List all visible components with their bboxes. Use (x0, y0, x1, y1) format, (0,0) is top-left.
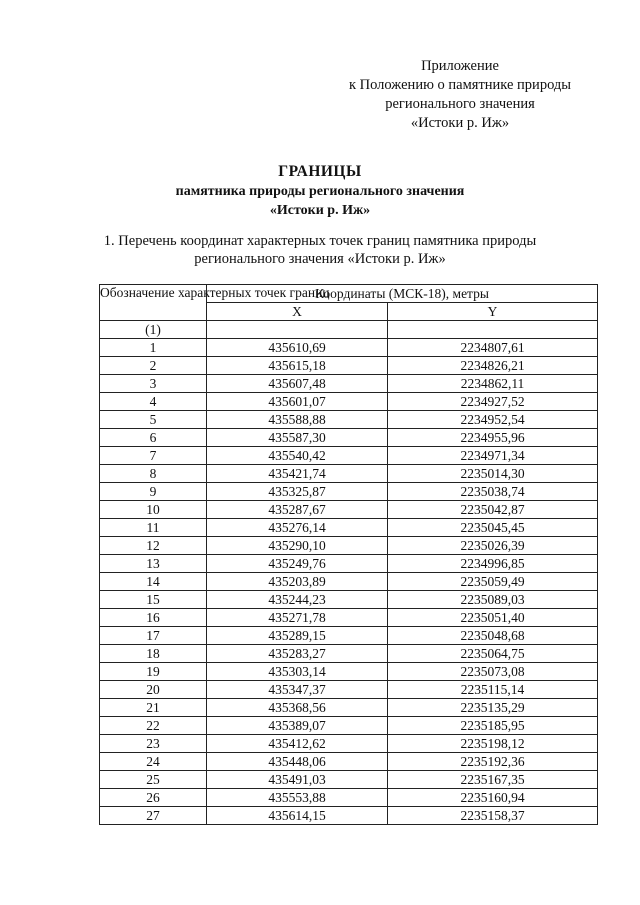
x-coordinate-cell: 435491,03 (207, 771, 388, 789)
header-y: Y (388, 303, 598, 321)
y-coordinate-cell: 2235198,12 (388, 735, 598, 753)
x-coordinate-cell: 435271,78 (207, 609, 388, 627)
y-coordinate-cell: 2235073,08 (388, 663, 598, 681)
table-row (100, 375, 598, 393)
point-number-cell: 12 (100, 537, 207, 555)
point-number-cell: 16 (100, 609, 207, 627)
x-coordinate-cell: 435588,88 (207, 411, 388, 429)
point-number-cell: 2 (100, 357, 207, 375)
x-coordinate-cell: 435283,27 (207, 645, 388, 663)
y-coordinate-cell: 2235115,14 (388, 681, 598, 699)
x-coordinate-cell: 435249,76 (207, 555, 388, 573)
header-point-label: Обозначение характерных точек границ (100, 285, 207, 321)
column-index: (1) (100, 321, 207, 339)
point-number-cell: 27 (100, 807, 207, 825)
y-coordinate-cell: 2234862,11 (388, 375, 598, 393)
point-number-cell: 3 (100, 375, 207, 393)
y-coordinate-cell: 2234807,61 (388, 339, 598, 357)
table-row (100, 645, 598, 663)
x-coordinate-cell: 435587,30 (207, 429, 388, 447)
point-number-cell: 18 (100, 645, 207, 663)
point-number-cell: 1 (100, 339, 207, 357)
point-number-cell: 19 (100, 663, 207, 681)
appendix-line: «Истоки р. Иж» (410, 115, 510, 131)
y-coordinate-cell: 2235051,40 (388, 609, 598, 627)
point-number-cell: 15 (100, 591, 207, 609)
point-number-cell: 21 (100, 699, 207, 717)
y-coordinate-cell: 2235158,37 (388, 807, 598, 825)
x-coordinate-cell: 435614,15 (207, 807, 388, 825)
column-index-empty (388, 321, 598, 339)
table-row (100, 411, 598, 429)
table-row (100, 735, 598, 753)
x-coordinate-cell: 435412,62 (207, 735, 388, 753)
point-number-cell: 20 (100, 681, 207, 699)
point-number-cell: 24 (100, 753, 207, 771)
x-coordinate-cell: 435615,18 (207, 357, 388, 375)
table-row (100, 609, 598, 627)
table-row (100, 357, 598, 375)
table-row (100, 519, 598, 537)
header-x: X (207, 303, 388, 321)
point-number-cell: 8 (100, 465, 207, 483)
table-row (100, 627, 598, 645)
y-coordinate-cell: 2235042,87 (388, 501, 598, 519)
y-coordinate-cell: 2234996,85 (388, 555, 598, 573)
y-coordinate-cell: 2235167,35 (388, 771, 598, 789)
table-row (100, 771, 598, 789)
table-row (100, 447, 598, 465)
y-coordinate-cell: 2235026,39 (388, 537, 598, 555)
x-coordinate-cell: 435325,87 (207, 483, 388, 501)
appendix-line: регионального значения (385, 96, 535, 112)
table-row (100, 717, 598, 735)
x-coordinate-cell: 435203,89 (207, 573, 388, 591)
y-coordinate-cell: 2234971,34 (388, 447, 598, 465)
table-row (100, 699, 598, 717)
x-coordinate-cell: 435368,56 (207, 699, 388, 717)
point-number-cell: 10 (100, 501, 207, 519)
y-coordinate-cell: 2235045,45 (388, 519, 598, 537)
coordinates-table (99, 284, 598, 825)
x-coordinate-cell: 435347,37 (207, 681, 388, 699)
x-coordinate-cell: 435607,48 (207, 375, 388, 393)
y-coordinate-cell: 2235185,95 (388, 717, 598, 735)
point-number-cell: 9 (100, 483, 207, 501)
x-coordinate-cell: 435290,10 (207, 537, 388, 555)
table-row (100, 573, 598, 591)
table-row (100, 537, 598, 555)
point-number-cell: 5 (100, 411, 207, 429)
x-coordinate-cell: 435276,14 (207, 519, 388, 537)
table-row (100, 465, 598, 483)
point-number-cell: 25 (100, 771, 207, 789)
table-row (100, 591, 598, 609)
x-coordinate-cell: 435389,07 (207, 717, 388, 735)
table-row (100, 789, 598, 807)
y-coordinate-cell: 2234952,54 (388, 411, 598, 429)
y-coordinate-cell: 2234955,96 (388, 429, 598, 447)
point-number-cell: 22 (100, 717, 207, 735)
table-body (100, 339, 598, 825)
table-row (100, 663, 598, 681)
point-number-cell: 23 (100, 735, 207, 753)
table-row (100, 393, 598, 411)
y-coordinate-cell: 2234826,21 (388, 357, 598, 375)
section-line: 1. Перечень координат характерных точек границ памятника природы (103, 233, 537, 249)
header-coordinates: Координаты (МСК-18), метры (207, 285, 598, 303)
point-number-cell: 7 (100, 447, 207, 465)
appendix-line: к Положению о памятнике природы (348, 77, 572, 93)
y-coordinate-cell: 2235192,36 (388, 753, 598, 771)
y-coordinate-cell: 2234927,52 (388, 393, 598, 411)
title-subtitle: памятника природы регионального значения (175, 184, 465, 199)
point-number-cell: 13 (100, 555, 207, 573)
y-coordinate-cell: 2235059,49 (388, 573, 598, 591)
title-object-name: «Истоки р. Иж» (269, 203, 371, 218)
x-coordinate-cell: 435289,15 (207, 627, 388, 645)
x-coordinate-cell: 435303,14 (207, 663, 388, 681)
point-number-cell: 14 (100, 573, 207, 591)
table-row (100, 555, 598, 573)
appendix-line: Приложение (421, 58, 499, 74)
x-coordinate-cell: 435244,23 (207, 591, 388, 609)
x-coordinate-cell: 435448,06 (207, 753, 388, 771)
y-coordinate-cell: 2235038,74 (388, 483, 598, 501)
x-coordinate-cell: 435540,42 (207, 447, 388, 465)
point-number-cell: 4 (100, 393, 207, 411)
table-row (100, 339, 598, 357)
y-coordinate-cell: 2235064,75 (388, 645, 598, 663)
title-main: ГРАНИЦЫ (278, 163, 362, 180)
table-row (100, 753, 598, 771)
x-coordinate-cell: 435553,88 (207, 789, 388, 807)
y-coordinate-cell: 2235089,03 (388, 591, 598, 609)
point-number-cell: 26 (100, 789, 207, 807)
document-title (0, 162, 640, 220)
table-row (100, 501, 598, 519)
y-coordinate-cell: 2235048,68 (388, 627, 598, 645)
section-heading (0, 232, 640, 268)
table-row (100, 681, 598, 699)
point-number-cell: 6 (100, 429, 207, 447)
point-number-cell: 11 (100, 519, 207, 537)
y-coordinate-cell: 2235135,29 (388, 699, 598, 717)
point-number-cell: 17 (100, 627, 207, 645)
appendix-caption (330, 57, 590, 133)
x-coordinate-cell: 435287,67 (207, 501, 388, 519)
x-coordinate-cell: 435610,69 (207, 339, 388, 357)
x-coordinate-cell: 435601,07 (207, 393, 388, 411)
y-coordinate-cell: 2235160,94 (388, 789, 598, 807)
column-index-empty (207, 321, 388, 339)
table-row (100, 807, 598, 825)
table-row (100, 483, 598, 501)
y-coordinate-cell: 2235014,30 (388, 465, 598, 483)
table-row (100, 429, 598, 447)
x-coordinate-cell: 435421,74 (207, 465, 388, 483)
section-line: регионального значения «Истоки р. Иж» (194, 251, 446, 267)
